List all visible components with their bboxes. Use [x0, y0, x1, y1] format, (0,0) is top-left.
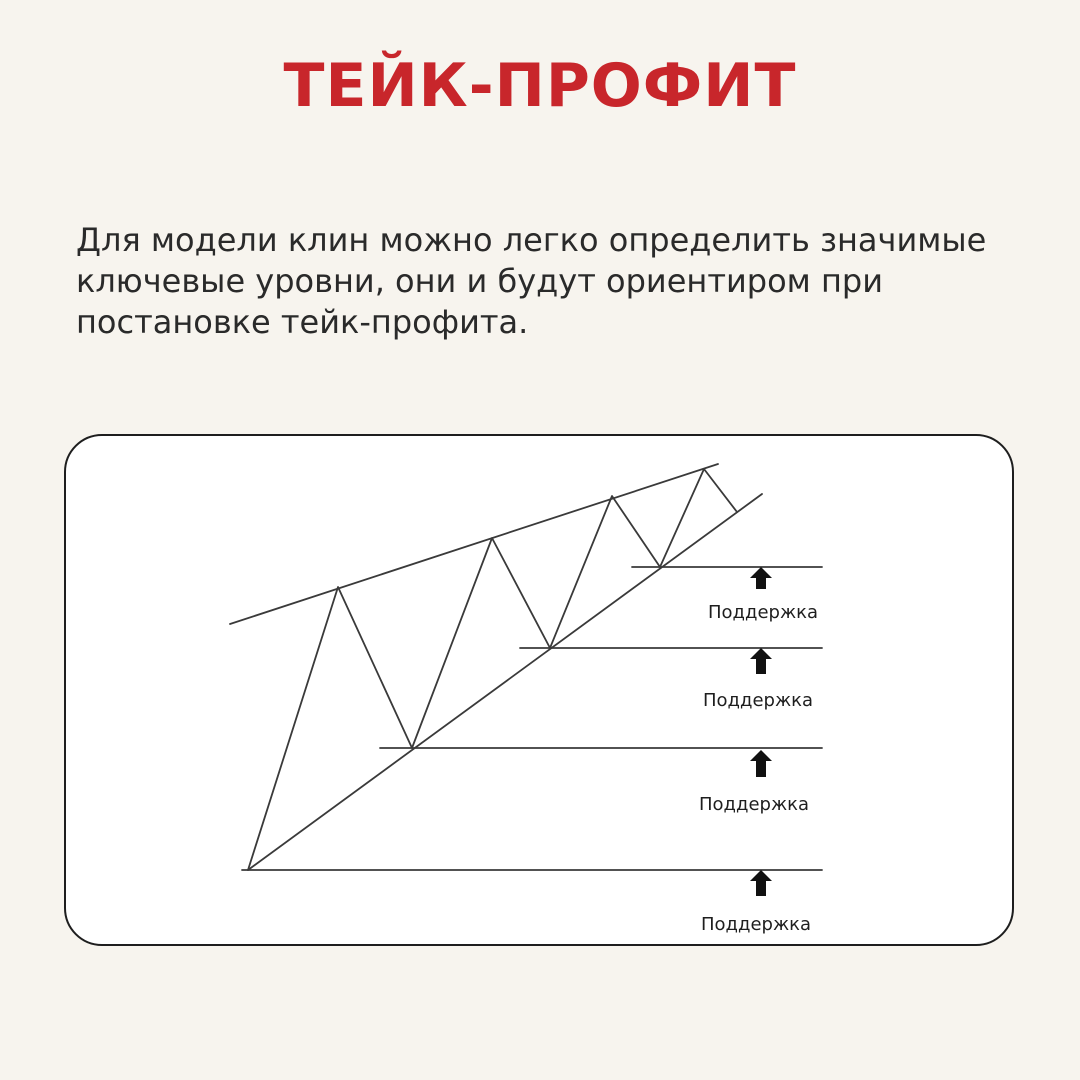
arrow-up-icon	[750, 648, 772, 674]
intro-line-1: Для модели клин можно легко определить значимые	[76, 221, 987, 259]
wedge-diagram-card	[64, 434, 1014, 946]
support-label-1: Поддержка	[708, 602, 819, 623]
price-zigzag	[248, 469, 737, 870]
lower-trend-line	[248, 494, 762, 870]
wedge-diagram	[66, 436, 1014, 946]
intro-line-2: ключевые уровни, они и будут ориентиром при	[76, 262, 883, 300]
intro-text	[76, 220, 1036, 343]
intro-line-3: постановке тейк-профита.	[76, 303, 529, 341]
arrow-up-icon	[750, 567, 772, 589]
support-label-3: Поддержка	[699, 794, 810, 815]
support-label-2: Поддержка	[703, 690, 814, 711]
page-title: ТЕЙК-ПРОФИТ	[283, 51, 797, 121]
arrow-up-icon	[750, 750, 772, 777]
arrow-up-icon	[750, 870, 772, 896]
support-label-4: Поддержка	[701, 914, 812, 935]
